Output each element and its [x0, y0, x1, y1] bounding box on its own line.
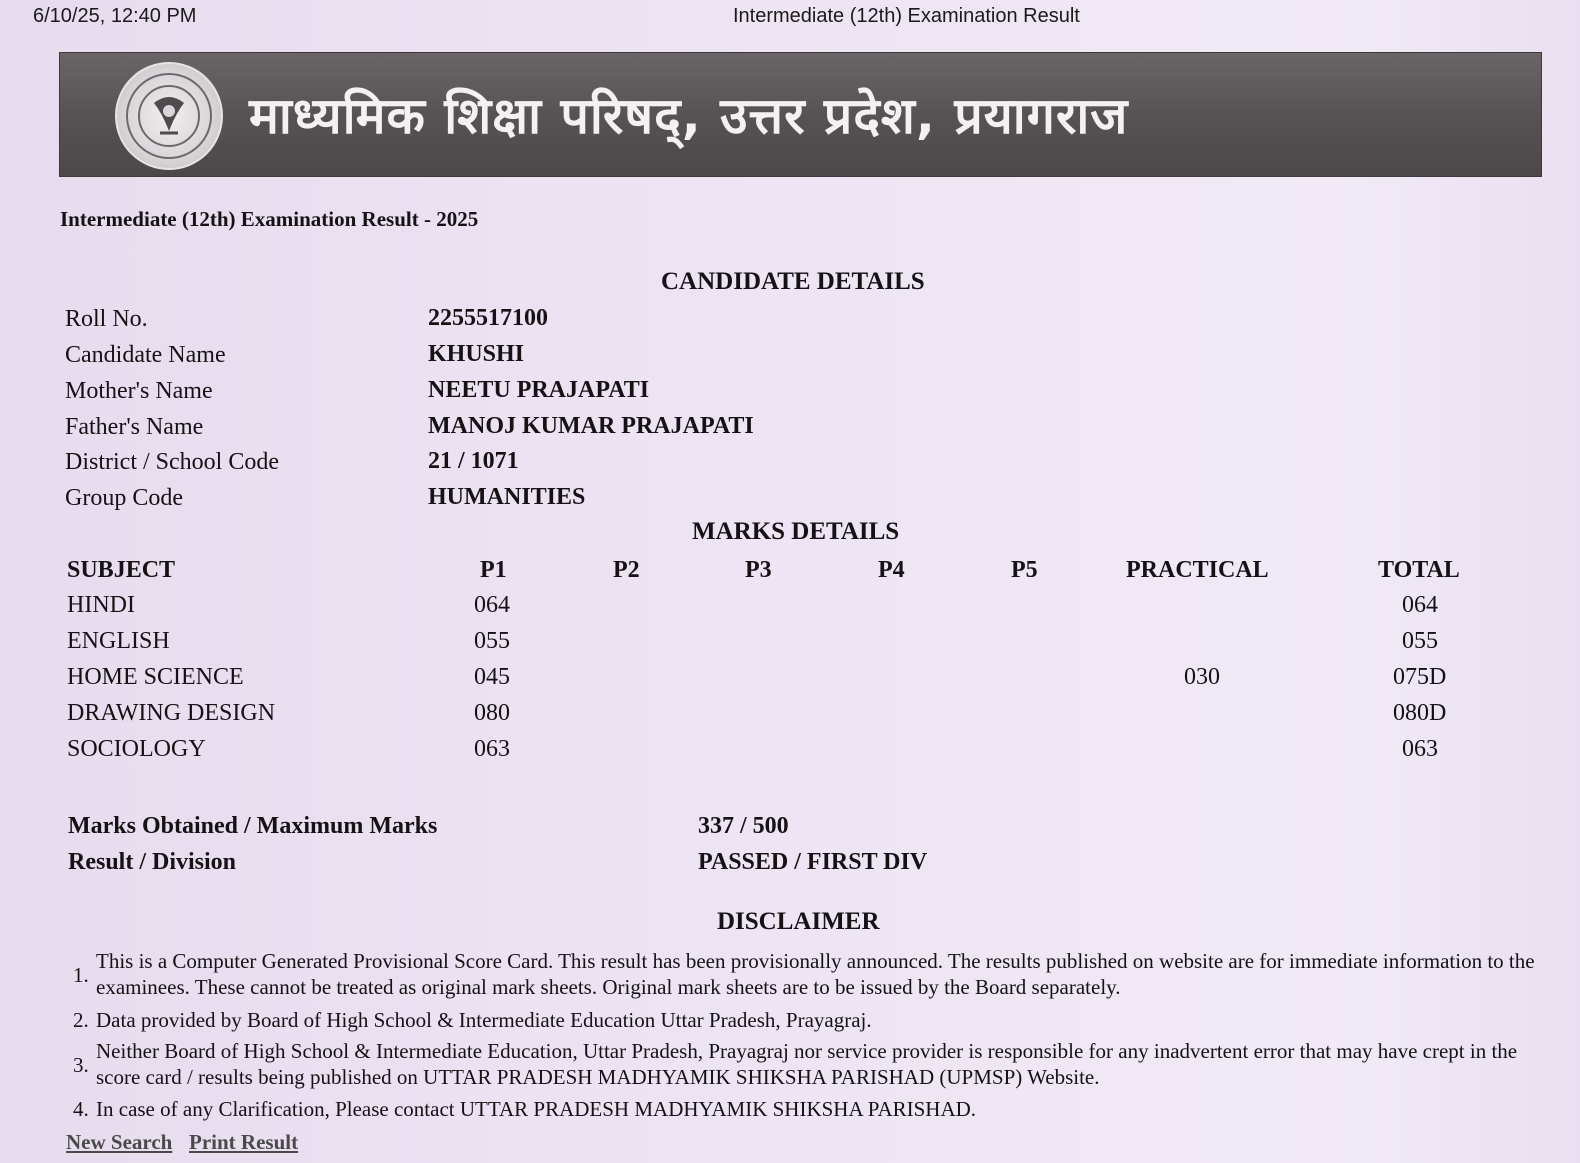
- p4-header: P4: [878, 557, 905, 583]
- row-hindi-total: 064: [1402, 592, 1438, 618]
- row-drawing-design-p1: 080: [474, 700, 510, 726]
- candidate-name-value: KHUSHI: [428, 341, 525, 367]
- marks-obtained-value: 337 / 500: [698, 813, 789, 839]
- father-name-value: MANOJ KUMAR PRAJAPATI: [428, 413, 754, 439]
- disclaimer-item-2: Data provided by Board of High School & Intermediate Education Uttar Pradesh, Prayagraj.: [96, 1008, 872, 1032]
- candidate-details-title: CANDIDATE DETAILS: [661, 268, 925, 295]
- row-hindi-subject: HINDI: [67, 592, 135, 618]
- disclaimer-title: DISCLAIMER: [717, 908, 880, 935]
- row-home-science-subject: HOME SCIENCE: [67, 664, 244, 690]
- marks-details-title: MARKS DETAILS: [692, 518, 900, 545]
- district-school-code-label: District / School Code: [65, 449, 279, 475]
- up-government-seal-icon: [115, 62, 223, 170]
- row-drawing-design-total: 080D: [1393, 700, 1447, 726]
- result-division-label: Result / Division: [68, 849, 237, 875]
- row-home-science-practical: 030: [1184, 664, 1220, 690]
- group-code-label: Group Code: [65, 485, 183, 511]
- new-search-link[interactable]: New Search: [66, 1130, 173, 1154]
- practical-header: PRACTICAL: [1126, 557, 1269, 583]
- disclaimer-num-3: 3.: [73, 1053, 89, 1077]
- row-sociology-subject: SOCIOLOGY: [67, 736, 206, 762]
- father-name-label: Father's Name: [65, 414, 204, 440]
- p5-header: P5: [1011, 557, 1038, 583]
- mother-name-label: Mother's Name: [65, 378, 213, 404]
- disclaimer-num-4: 4.: [73, 1097, 89, 1121]
- disclaimer-num-2: 2.: [73, 1008, 89, 1032]
- roll-no-value: 2255517100: [428, 305, 548, 331]
- row-hindi-p1: 064: [474, 592, 510, 618]
- p1-header: P1: [480, 557, 507, 583]
- disclaimer-item-1: This is a Computer Generated Provisional Score Card. This result has been provisionally announced. The results published on website are for immediate information to the examinees. These cannot be treated as original mark sheets. Original mark sheets are to be issued by the Board separately.: [96, 949, 1535, 999]
- row-english-p1: 055: [474, 628, 510, 654]
- page-heading: Intermediate (12th) Examination Result - 2025: [60, 207, 479, 231]
- district-school-code-value: 21 / 1071: [428, 448, 519, 474]
- row-english-total: 055: [1402, 628, 1438, 654]
- p2-header: P2: [613, 557, 640, 583]
- roll-no-label: Roll No.: [65, 306, 148, 332]
- print-page-title: Intermediate (12th) Examination Result: [733, 5, 1080, 27]
- candidate-name-label: Candidate Name: [65, 342, 226, 368]
- result-division-value: PASSED / FIRST DIV: [698, 849, 928, 875]
- row-drawing-design-subject: DRAWING DESIGN: [67, 700, 276, 726]
- board-title: माध्यमिक शिक्षा परिषद्, उत्तर प्रदेश, प्रयागराज: [249, 87, 1129, 145]
- print-result-link[interactable]: Print Result: [189, 1130, 299, 1154]
- total-header: TOTAL: [1378, 557, 1460, 583]
- disclaimer-item-3: Neither Board of High School & Intermediate Education, Uttar Pradesh, Prayagraj nor service provider is responsible for any inadvertent error that may have crept in the score card / results being published on UTTAR PRADESH MADHYAMIK SHIKSHA PARISHAD (UPMSP) Website.: [96, 1039, 1518, 1089]
- row-sociology-p1: 063: [474, 736, 510, 762]
- print-timestamp: 6/10/25, 12:40 PM: [33, 5, 197, 27]
- marks-obtained-label: Marks Obtained / Maximum Marks: [68, 813, 438, 839]
- row-home-science-total: 075D: [1393, 664, 1447, 690]
- row-home-science-p1: 045: [474, 664, 510, 690]
- group-code-value: HUMANITIES: [428, 484, 586, 510]
- row-sociology-total: 063: [1402, 736, 1438, 762]
- row-english-subject: ENGLISH: [67, 628, 170, 654]
- disclaimer-item-4: In case of any Clarification, Please contact UTTAR PRADESH MADHYAMIK SHIKSHA PARISHAD.: [96, 1097, 977, 1121]
- disclaimer-num-1: 1.: [73, 963, 89, 987]
- p3-header: P3: [745, 557, 772, 583]
- subject-header: SUBJECT: [67, 557, 176, 583]
- header-banner: [59, 52, 1542, 177]
- mother-name-value: NEETU PRAJAPATI: [428, 377, 650, 403]
